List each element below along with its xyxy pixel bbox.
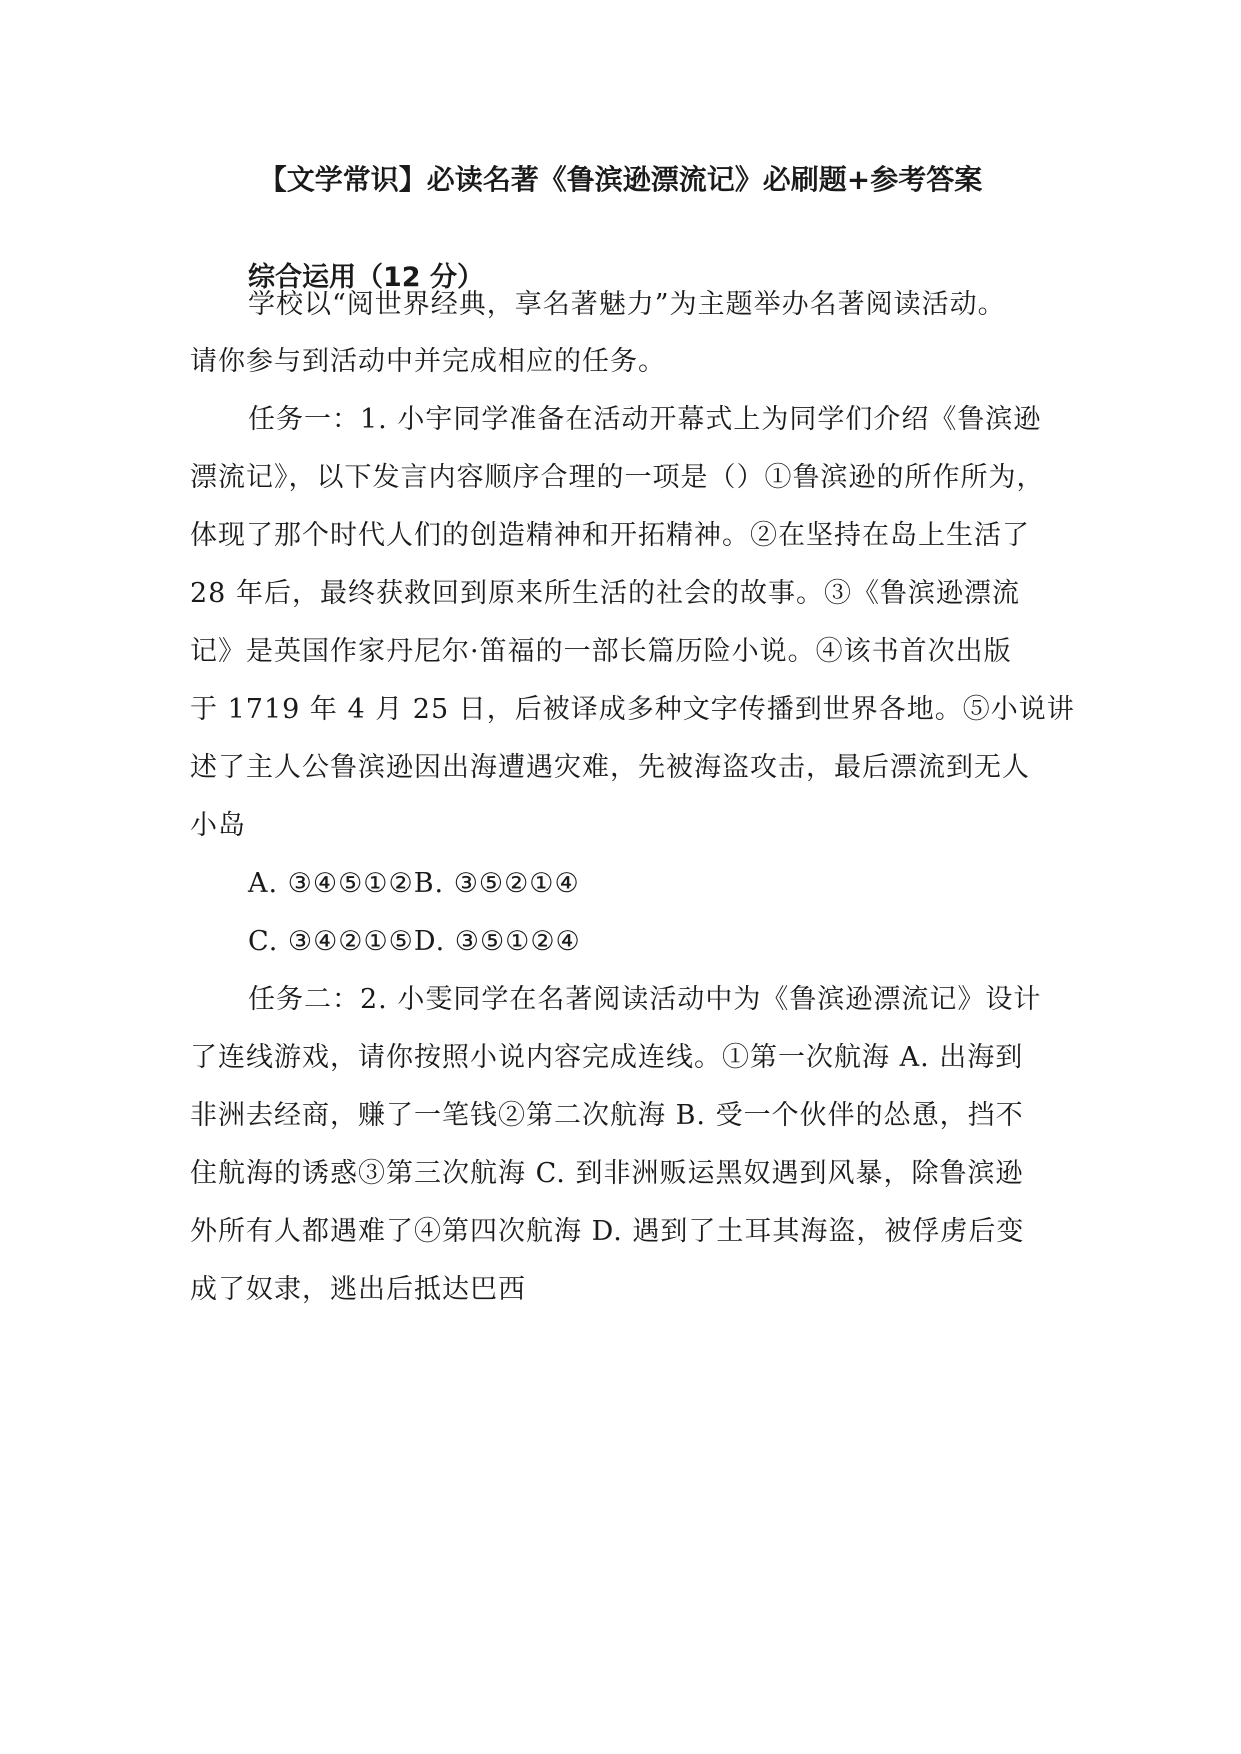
- task1-line-1: 任务一：1. 小宇同学准备在活动开幕式上为同学们介绍《鲁滨逊: [248, 404, 1042, 435]
- task1-line-7: 述了主人公鲁滨逊因出海遭遇灾难，先被海盗攻击，最后漂流到无人: [190, 752, 1030, 783]
- task1-options-cd: C. ③④②①⑤D. ③⑤①②④: [248, 926, 581, 957]
- task2-line-6: 成了奴隶，逃出后抵达巴西: [190, 1274, 526, 1305]
- task1-line-3: 体现了那个时代人们的创造精神和开拓精神。②在坚持在岛上生活了: [190, 520, 1030, 551]
- task2-line-1: 任务二：2. 小雯同学在名著阅读活动中为《鲁滨逊漂流记》设计: [248, 984, 1042, 1015]
- task2-line-3: 非洲去经商，赚了一笔钱②第二次航海 B. 受一个伙伴的怂恿，挡不: [190, 1100, 1024, 1131]
- task1-line-2: 漂流记》，以下发言内容顺序合理的一项是（）①鲁滨逊的所作所为，: [190, 462, 1045, 493]
- task1-options-ab: A. ③④⑤①②B. ③⑤②①④: [248, 868, 580, 899]
- intro-line-2: 请你参与到活动中并完成相应的任务。: [190, 346, 666, 377]
- task1-line-5: 记》是英国作家丹尼尔·笛福的一部长篇历险小说。④该书首次出版: [190, 636, 1012, 667]
- document-title: 【文学常识】必读名著《鲁滨逊漂流记》必刷题+参考答案: [258, 163, 983, 196]
- task1-line-8: 小岛: [190, 810, 246, 841]
- task2-line-4: 住航海的诱惑③第三次航海 C. 到非洲贩运黑奴遇到风暴，除鲁滨逊: [190, 1158, 1024, 1189]
- task1-line-4: 28 年后，最终获救回到原来所生活的社会的故事。③《鲁滨逊漂流: [190, 578, 1020, 609]
- intro-line-1: 学校以“阅世界经典，享名著魅力”为主题举办名著阅读活动。: [248, 289, 1006, 320]
- task1-line-6: 于 1719 年 4 月 25 日，后被译成多种文字传播到世界各地。⑤小说讲: [190, 694, 1075, 725]
- task2-line-2: 了连线游戏，请你按照小说内容完成连线。①第一次航海 A. 出海到: [190, 1042, 1024, 1073]
- section-heading: 综合运用（12 分）: [248, 262, 484, 293]
- task2-line-5: 外所有人都遇难了④第四次航海 D. 遇到了土耳其海盗，被俘虏后变: [190, 1216, 1025, 1247]
